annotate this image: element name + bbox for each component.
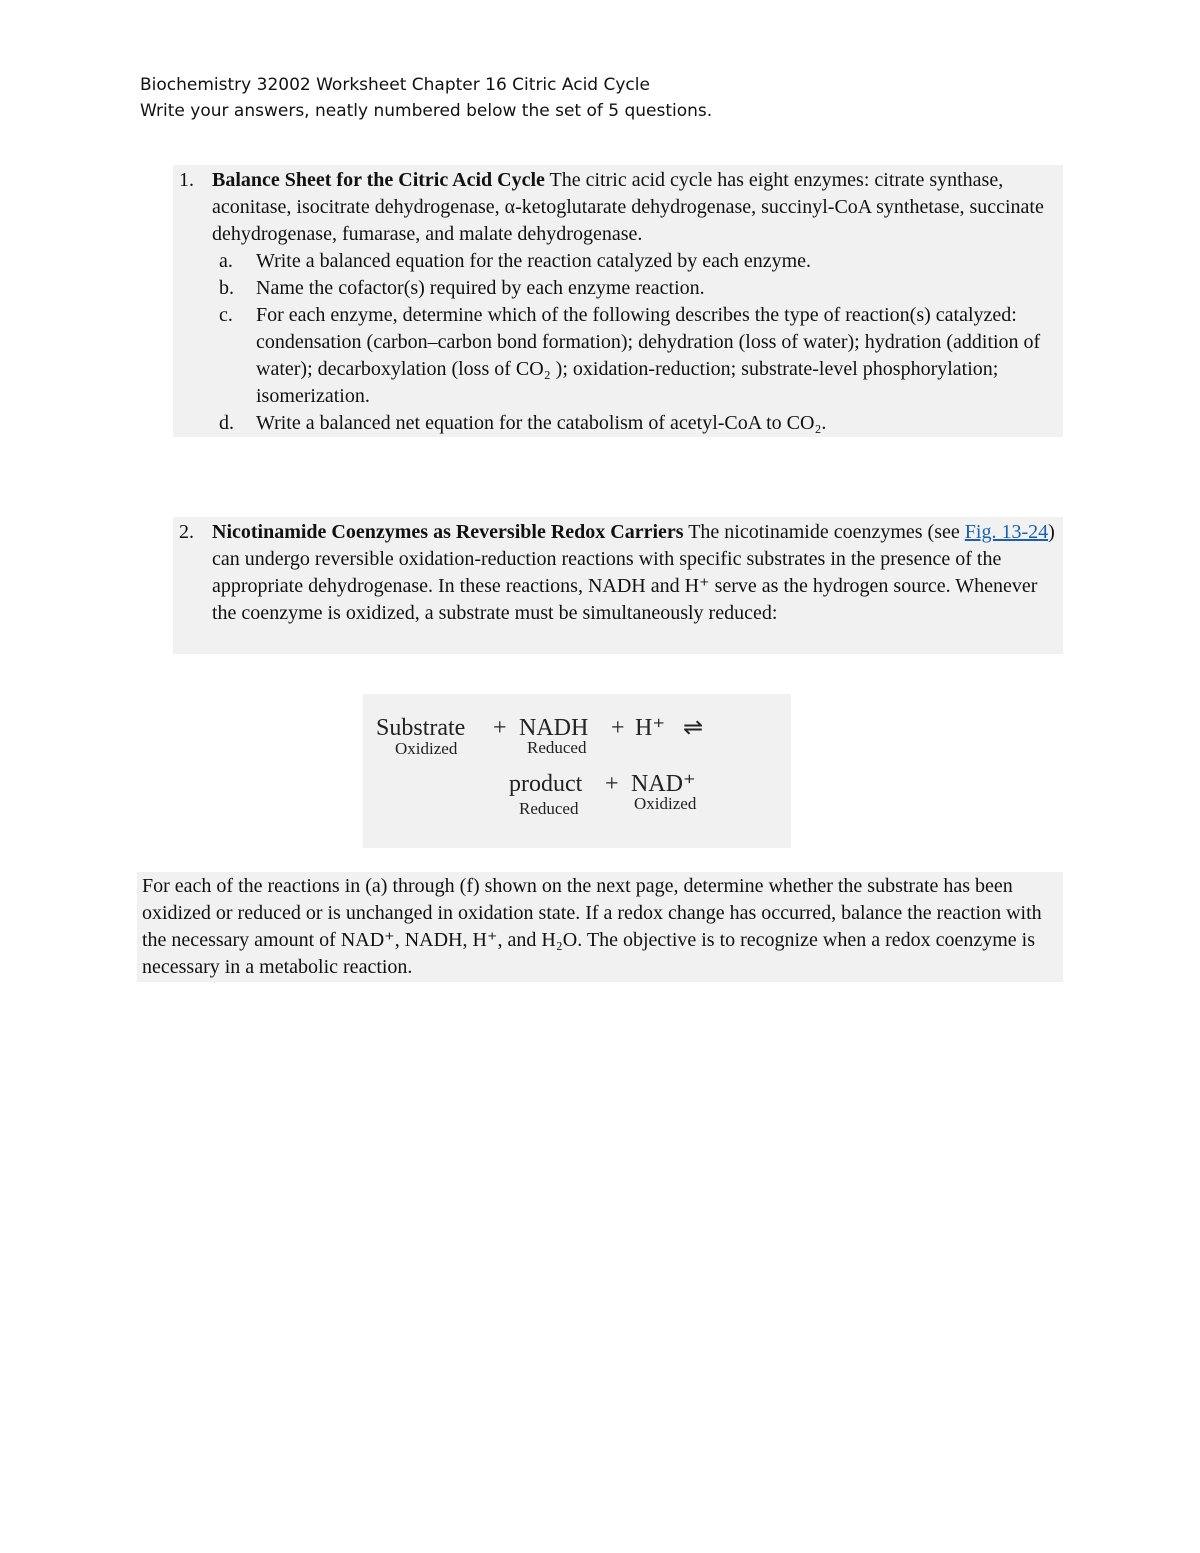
eq-label-reduced: Reduced	[527, 738, 587, 757]
eq-product: product	[509, 771, 583, 797]
question-1-subitems	[219, 248, 1059, 437]
question-2	[173, 517, 1063, 654]
eq-plus: +	[611, 715, 625, 741]
eq-nad-plus: NAD⁺	[631, 771, 696, 797]
eq-equilibrium-arrow: ⇌	[683, 715, 704, 741]
eq-label-reduced: Reduced	[519, 799, 579, 818]
question-2-text: Nicotinamide Coenzymes as Reversible Redox Carriers The nicotinamide coenzymes (see Fig. 13-24) can undergo reversible oxidation-reduction reactions with specific substrates in the presence of the appropriate dehydrogenase. In these reactions, NADH and H⁺ serve as the hydrogen source. Whenever the coenzyme is oxidized, a substrate must be simultaneously reduced:	[212, 521, 1055, 624]
question-1-number: 1.	[179, 169, 194, 191]
list-item: a. Write a balanced equation for the reaction catalyzed by each enzyme.	[219, 250, 812, 272]
paragraph-text: For each of the reactions in (a) through (f) shown on the next page, determine whether the substrate has been oxidized or reduced or is unchanged in oxidation state. If a redox change has occurred, balance the reaction with the necessary amount of NAD⁺, NADH, H⁺, and H₂O. The objective is to recognize when a redox coenzyme is necessary in a metabolic reaction.	[142, 875, 1042, 978]
eq-substrate: Substrate	[376, 715, 466, 741]
header-instructions: Write your answers, neatly numbered below the set of 5 questions.	[140, 101, 713, 121]
question-1	[173, 165, 1063, 437]
eq-label-oxidized: Oxidized	[395, 739, 458, 758]
eq-plus: +	[493, 715, 507, 741]
worksheet-header	[140, 72, 712, 124]
eq-label-oxidized: Oxidized	[634, 794, 697, 813]
question-1-title: Balance Sheet for the Citric Acid Cycle	[212, 169, 545, 191]
question-1-text	[212, 167, 1057, 248]
figure-link[interactable]: Fig. 13-24	[964, 521, 1049, 543]
question-2-number: 2.	[179, 521, 194, 543]
redox-equation	[363, 694, 791, 848]
list-item: b. Name the cofactor(s) required by each enzyme reaction.	[219, 277, 705, 299]
list-item: d. Write a balanced net equation for the catabolism of acetyl-CoA to CO₂.	[219, 412, 827, 434]
question-2-title: Nicotinamide Coenzymes as Reversible Redox Carriers	[212, 521, 684, 543]
eq-h-plus: H⁺	[635, 715, 665, 741]
list-item: c. For each enzyme, determine which of the following describes the type of reaction(s) catalyzed: condensation (carbon–carbon bond formation); dehydration (loss of water); hydration (addition of water); decarboxylation (loss of CO₂ ); oxidation-reduction; substrate-level phosphorylation; isomerization.	[219, 304, 1041, 407]
reactions-paragraph	[137, 872, 1063, 982]
question-1-body: The citric acid cycle has eight enzymes: citrate synthase, aconitase, isocitrate dehydrogenase, α-ketoglutarate dehydrogenase, succinyl-CoA synthetase, succinate dehydrogenase, fumarase, and malate dehydrogenase.	[212, 169, 1044, 245]
eq-nadh: NADH	[519, 715, 589, 741]
header-title: Biochemistry 32002 Worksheet Chapter 16 Citric Acid Cycle	[140, 75, 650, 95]
eq-plus: +	[605, 771, 619, 797]
